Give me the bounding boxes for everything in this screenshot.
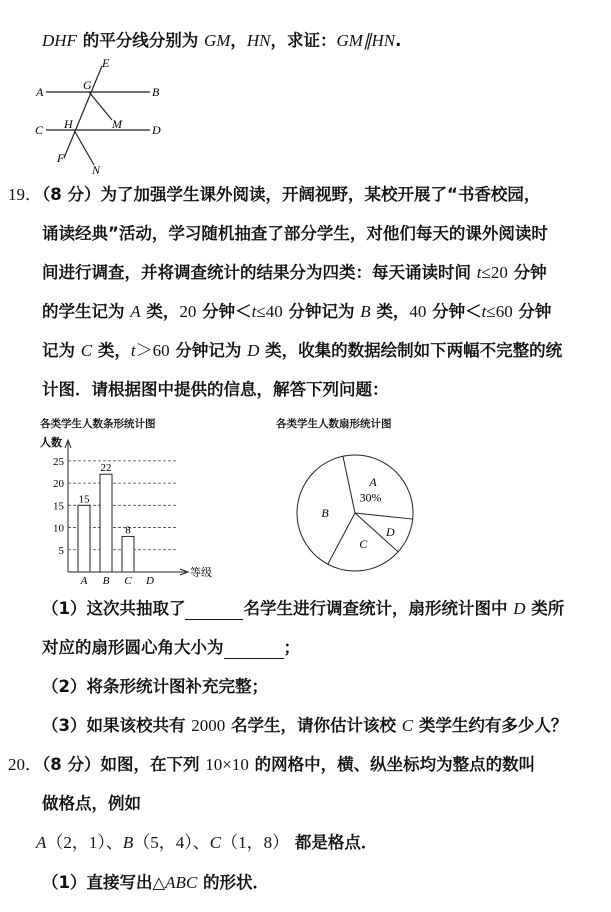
bar-A — [78, 505, 90, 572]
label-h: H — [64, 117, 73, 131]
data-label-C: 8 — [125, 524, 131, 537]
q19-line-2: 诵读经典”活动，学习随机抽查了部分学生，对他们每天的课外阅读时 — [42, 224, 548, 243]
q20-number: 20． — [8, 755, 42, 774]
label-n: N — [92, 163, 101, 177]
q19-sub3: （3）如果该校共有 2000 名学生，请你估计该校 C 类学生约有多少人？ — [42, 716, 568, 735]
label-c: C — [35, 123, 44, 137]
y-tick-label: 5 — [58, 544, 64, 557]
pie-label-D: D — [385, 524, 395, 539]
q19-number: 19． — [8, 185, 42, 204]
pie-label-B: B — [321, 506, 329, 520]
q20-line-3: A（2，1）、B（5，4）、C（1，8） 都是格点． — [36, 833, 378, 852]
q19-sub1-cont: 对应的扇形圆心角大小为 ； — [42, 638, 300, 657]
label-f: F — [57, 151, 65, 165]
answer-blank-2[interactable] — [224, 640, 284, 659]
y-tick-label: 15 — [53, 500, 64, 513]
bar-C — [122, 536, 134, 572]
pie-chart — [296, 440, 426, 585]
x-axis-label: 等级 — [190, 567, 212, 579]
pie-annotation-A: 30% — [359, 490, 382, 505]
q19-line-4: 的学生记为 A 类，20 分钟＜t≤40 分钟记为 B 类，40 分钟＜t≤60 分钟 — [42, 302, 552, 321]
proof-statement: DHF 的平分线分别为 GM，HN，求证：GM∥HN. — [42, 31, 402, 50]
y-axis-label: 人数 — [40, 437, 62, 449]
bisector-hn — [74, 130, 94, 165]
x-tick-label: D — [146, 575, 154, 584]
q20-sub1: （1）直接写出△ABC 的形状． — [42, 873, 270, 892]
label-b: B — [152, 85, 160, 99]
q19-sub1: （1）这次共抽取了 名学生进行调查统计，扇形统计图中 D 类所 — [42, 599, 565, 618]
label-m: M — [112, 117, 122, 131]
q19-line-1: 19．（8 分）为了加强学生课外阅读，开阔视野，某校开展了“书香校园， — [8, 185, 541, 204]
y-tick-label: 25 — [53, 455, 64, 468]
parallel-lines-figure — [30, 58, 170, 178]
bar-chart-title: 各类学生人数条形统计图 — [40, 418, 156, 430]
label-d: D — [152, 123, 161, 137]
data-label-A: 15 — [78, 493, 90, 506]
y-tick-label: 20 — [53, 478, 64, 491]
q20-score: （8 分） — [42, 755, 101, 774]
answer-blank-1[interactable] — [185, 601, 243, 620]
label-a: A — [36, 85, 44, 99]
bisector-gm — [89, 92, 112, 120]
q19-score: （8 分） — [42, 185, 101, 204]
q20-line-1: 20．（8 分）如图，在下列 10×10 的网格中，横、纵坐标均为整点的数叫 — [8, 755, 536, 774]
pie-label-C: C — [359, 536, 368, 551]
q20-line-2: 做格点，例如 — [42, 794, 141, 813]
pie-label-A: A — [369, 474, 377, 489]
data-label-B: 22 — [100, 462, 112, 475]
q19-line-6: 计图．请根据图中提供的信息，解答下列问题： — [42, 380, 389, 399]
pie-chart-title: 各类学生人数扇形统计图 — [276, 418, 392, 430]
bar-B — [100, 474, 112, 572]
q19-line-5: 记为 C 类，t＞60 分钟记为 D 类，收集的数据绘制如下两幅不完整的统 — [42, 341, 563, 360]
x-tick-label: B — [102, 575, 110, 584]
label-g: G — [83, 78, 92, 92]
angle-name: DHF — [42, 31, 77, 50]
q19-line-3: 间进行调查，并将调查统计的结果分为四类：每天诵读时间 t≤20 分钟 — [42, 263, 547, 282]
y-tick-label: 10 — [53, 522, 64, 535]
label-e: E — [102, 58, 110, 70]
q19-sub2: （2）将条形统计图补充完整； — [42, 677, 268, 696]
x-tick-label: C — [124, 575, 132, 584]
bar-chart — [36, 432, 236, 584]
x-tick-label: A — [80, 575, 88, 584]
